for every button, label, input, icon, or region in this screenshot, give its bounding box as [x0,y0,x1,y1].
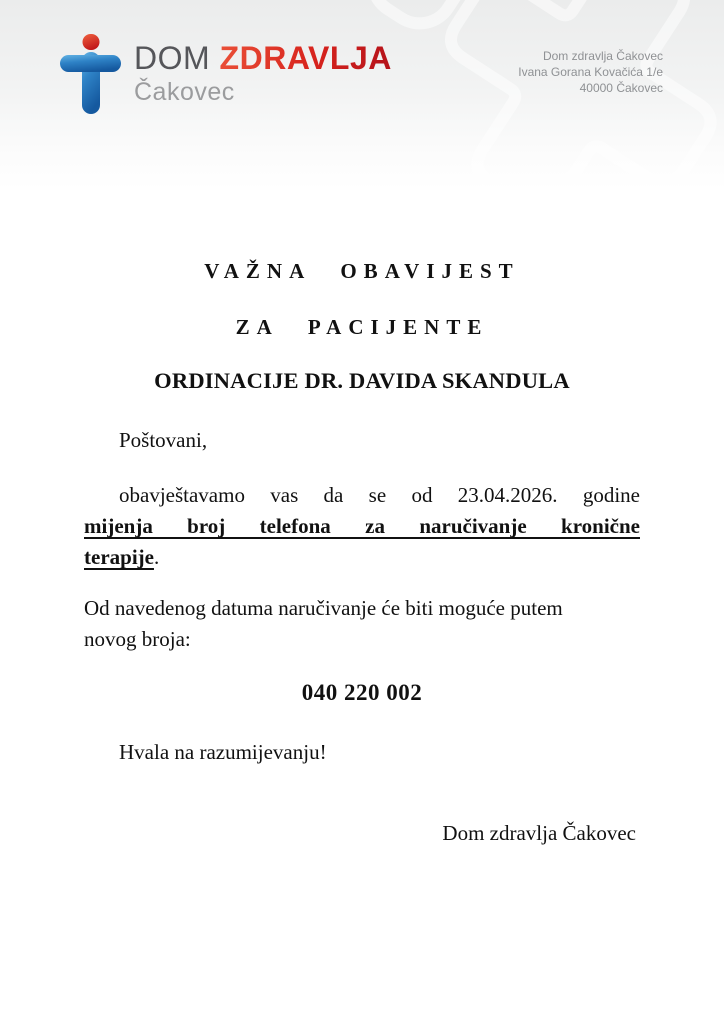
phone-number: 040 220 002 [301,680,423,705]
announcement-line-3-period: . [153,545,160,569]
logo-word-dom: DOM [134,40,211,76]
announcement-line-1: obavještavamo vas da se od 23.04.2026. godine [119,483,640,507]
info-line-2: novog broja: [84,627,191,651]
announcement-line-2: mijenja broj telefona za naručivanje kronične [84,514,640,538]
logo-cross-icon [58,34,122,114]
notice-title-line-1: VAŽNA OBAVIJEST [204,259,520,283]
address-line-2: Ivana Gorana Kovačića 1/e [518,65,663,79]
thanks-line: Hvala na razumijevanju! [119,740,327,764]
announcement-line-3 [84,542,640,573]
logo-text [134,42,392,105]
notice-title-line-2: ZA PACIJENTE [235,315,489,339]
notice-title-line-3: ORDINACIJE DR. DAVIDA SKANDULA [154,368,570,393]
logo-word-zdravlja: ZDRAVLJA [219,40,392,76]
notice-body [0,258,724,849]
signature: Dom zdravlja Čakovec [442,821,636,845]
address-line-1: Dom zdravlja Čakovec [542,49,663,63]
announcement-line-3-emphasis: terapije [84,545,154,569]
logo [58,34,392,114]
logo-title [134,42,392,74]
address-line-3: 40000 Čakovec [579,81,663,95]
letterhead-address [518,48,663,96]
logo-subtitle: Čakovec [134,78,235,106]
info-line-1: Od navedenog datuma naručivanje će biti moguće putem [84,596,563,620]
salutation: Poštovani, [119,428,208,452]
info-paragraph [84,593,640,655]
announcement-paragraph [84,480,640,573]
letterhead [0,0,724,190]
